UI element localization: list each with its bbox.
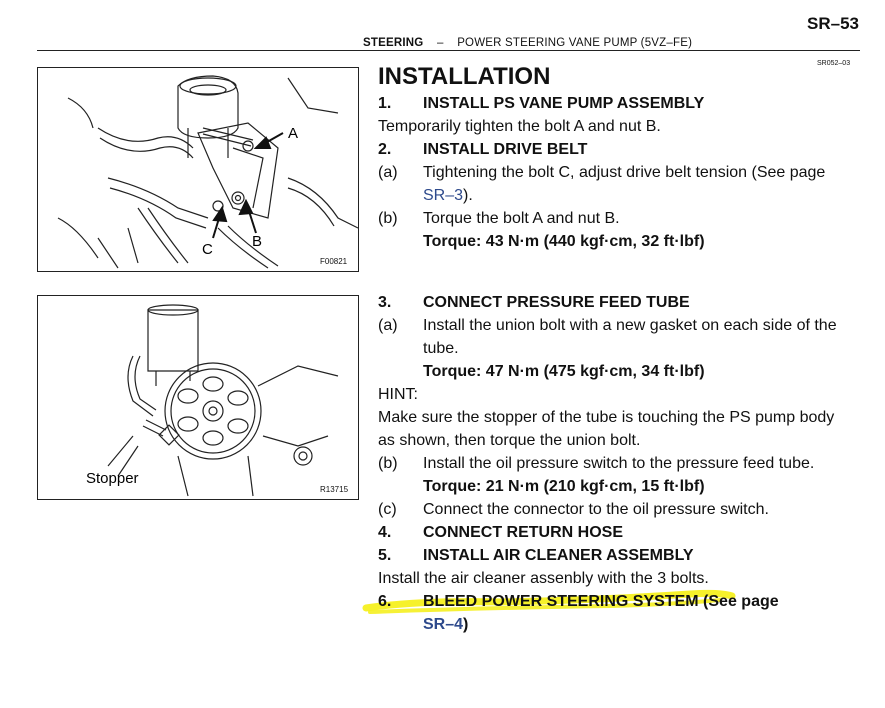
step-3b-text: Install the oil pressure switch to the pressure feed tube. <box>423 455 815 472</box>
page-link-sr3[interactable]: SR–3 <box>423 187 464 204</box>
label-c: C <box>202 241 213 258</box>
label-stopper: Stopper <box>86 470 139 487</box>
step-3-heading: CONNECT PRESSURE FEED TUBE <box>423 294 690 311</box>
step-6-heading-line <box>423 592 779 611</box>
step-1-heading: INSTALL PS VANE PUMP ASSEMBLY <box>423 95 705 112</box>
step-3a-text: Install the union bolt with a new gasket on each side of the <box>423 317 837 334</box>
label-b: B <box>252 233 263 250</box>
torque-spec-3a: Torque: 47 N·m (475 kgf·cm, 34 ft·lbf) <box>423 363 705 380</box>
step-5-number: 5. <box>378 547 392 564</box>
page-number: SR–53 <box>807 14 859 33</box>
step-1-number: 1. <box>378 95 392 112</box>
section-header <box>363 37 692 49</box>
hint-label: HINT: <box>378 386 418 403</box>
page-title: INSTALLATION <box>378 63 551 90</box>
step-1-text: Temporarily tighten the bolt A and nut B. <box>378 118 661 135</box>
torque-spec-2: Torque: 43 N·m (440 kgf·cm, 32 ft·lbf) <box>423 233 705 250</box>
step-4-number: 4. <box>378 524 392 541</box>
header-separator: – <box>436 37 444 49</box>
subsection-name: POWER STEERING VANE PUMP (5VZ–FE) <box>457 37 693 49</box>
hint-text: Make sure the stopper of the tube is touching the PS pump body <box>378 409 835 426</box>
step-2-heading: INSTALL DRIVE BELT <box>423 141 588 158</box>
doc-code: SR052–03 <box>817 60 851 67</box>
header-rule <box>37 50 860 51</box>
step-3a-label: (a) <box>378 317 398 334</box>
page-link-sr4[interactable]: SR–4 <box>423 616 464 633</box>
figure-drive-belt <box>37 67 359 272</box>
step-2a-text: Tightening the bolt C, adjust drive belt tension (See page <box>423 164 826 181</box>
step-2a-tail: ). <box>463 187 473 204</box>
step-6-number: 6. <box>378 593 392 610</box>
step-3a-text-cont: tube. <box>423 340 459 357</box>
section-name: STEERING <box>363 37 424 49</box>
figure-code: F00821 <box>320 257 348 266</box>
hint-text-cont: as shown, then torque the union bolt. <box>378 432 641 449</box>
figure-code: R13715 <box>320 485 349 494</box>
pump-illustration <box>38 296 358 499</box>
step-2-number: 2. <box>378 141 392 158</box>
drive-belt-illustration <box>38 68 358 271</box>
step-2a-label: (a) <box>378 164 398 181</box>
step-6-close: ) <box>463 616 469 633</box>
step-2a-ref <box>423 186 473 205</box>
label-a: A <box>288 125 299 142</box>
figure-pressure-feed-tube <box>37 295 359 500</box>
step-3c-text: Connect the connector to the oil pressure switch. <box>423 501 769 518</box>
step-5-text: Install the air cleaner assenbly with the 3 bolts. <box>378 570 709 587</box>
step-4-heading: CONNECT RETURN HOSE <box>423 524 624 541</box>
step-3c-label: (c) <box>378 501 397 518</box>
step-3-number: 3. <box>378 294 392 311</box>
step-2b-text: Torque the bolt A and nut B. <box>423 210 620 227</box>
step-6-tail: (See page <box>703 593 779 610</box>
step-6-heading: BLEED POWER STEERING SYSTEM <box>423 593 699 610</box>
step-5-heading: INSTALL AIR CLEANER ASSEMBLY <box>423 547 694 564</box>
step-3b-label: (b) <box>378 455 398 472</box>
step-6-ref <box>423 615 468 634</box>
step-2b-label: (b) <box>378 210 398 227</box>
torque-spec-3b: Torque: 21 N·m (210 kgf·cm, 15 ft·lbf) <box>423 478 705 495</box>
